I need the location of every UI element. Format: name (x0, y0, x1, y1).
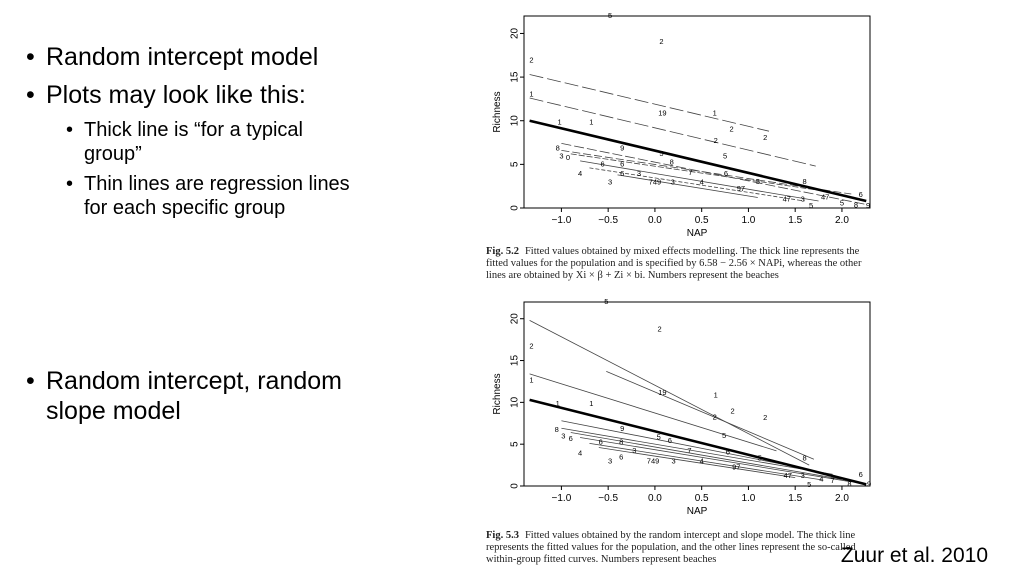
beach-point-label: 3 (607, 456, 613, 466)
beach-point-label: 9 (866, 479, 872, 489)
beach-point-label: 8 (802, 176, 807, 186)
y-tick-label: 0 (509, 205, 521, 211)
beach-point-label: 2 (712, 412, 717, 422)
beach-point-label: 5 (809, 201, 814, 211)
bullet-item: • Plots may look like this: (26, 80, 366, 110)
beach-point-label: 3 (559, 151, 564, 161)
beach-point-label: 1 (529, 375, 534, 385)
beach-point-label: 4 (699, 177, 704, 187)
sub-bullet-item: • Thick line is “for a typical group” (66, 118, 366, 166)
beach-point-label: 6 (858, 189, 863, 199)
caption-text: Fitted values obtained by the random intercept and slope model. The thick line represents the fitted values for the population, and the other lines represent the so-called within-group fitted curves. Numbers represent beaches (486, 530, 856, 565)
beach-point-label: 8 (554, 424, 559, 434)
beach-point-label: 3 (800, 194, 805, 204)
beach-point-label: 4 (578, 168, 583, 178)
beach-point-label: 2 (659, 37, 664, 47)
x-axis-label: NAP (686, 228, 708, 239)
beach-point-label: 3 (800, 470, 805, 480)
beach-point-label: 6 (723, 168, 729, 178)
beach-point-label: 7 (687, 445, 692, 455)
beach-point-label: 2 (730, 406, 735, 416)
figure-caption (486, 530, 876, 566)
fitted-values-chart-random-slope (488, 296, 880, 524)
beach-point-label: 5 (656, 432, 661, 442)
beach-point-label: 47 (782, 194, 791, 204)
beach-point-label: 6 (858, 470, 863, 480)
beach-point-label: 5 (757, 453, 762, 463)
caption-label: Fig. 5.2 (486, 246, 519, 257)
x-tick-label: 1.5 (788, 215, 803, 226)
beach-point-label: 19 (658, 108, 667, 118)
beach-point-label: 749 (646, 456, 660, 466)
sub-bullet-item: • Thin lines are regression lines for each specific group (66, 172, 366, 220)
group-fit-line (561, 428, 832, 474)
group-fit-line (530, 74, 769, 134)
bullet-list-top (26, 42, 366, 226)
beach-point-label: 6 (600, 159, 605, 169)
y-axis-label: Richness (492, 373, 503, 415)
plot-frame (524, 302, 872, 489)
beach-point-label: 1 (589, 399, 594, 409)
beach-point-label: 97 (736, 183, 746, 193)
beach-point-label: 3 (561, 431, 566, 441)
beach-point-label: 1 (555, 399, 560, 409)
x-tick-label: 2.0 (834, 493, 849, 504)
figure-5-3 (488, 296, 880, 524)
beach-point-label: 6 (568, 434, 573, 444)
beach-point-label: 6 (619, 452, 624, 462)
x-tick-label: 0.5 (694, 215, 709, 226)
beach-point-label: 5 (604, 296, 609, 306)
beach-point-label: 5 (839, 198, 845, 208)
caption-label: Fig. 5.3 (486, 530, 519, 541)
x-tick-label: 1.0 (741, 215, 756, 226)
beach-point-label: 2 (763, 413, 768, 423)
beach-point-label: 9 (620, 424, 625, 434)
beach-point-label: 3 (670, 177, 675, 187)
beach-point-label: 749 (648, 177, 662, 187)
y-tick-label: 15 (509, 354, 521, 367)
y-tick-label: 5 (509, 441, 521, 447)
beach-point-label: 2 (657, 324, 662, 334)
beach-point-label: 8 (853, 200, 859, 210)
caption-text: Fitted values obtained by mixed effects modelling. The thick line represents the fitted values for the population and is specified by 6.58 − 2.56 × NAPi, whereas the other lines are obtained by Xi × β + Zi × bi. Numbers represent the beaches (486, 246, 862, 281)
beach-point-label: 3 (607, 177, 613, 187)
citation: Zuur et al. 2010 (840, 544, 988, 567)
beach-point-label: 7 (688, 168, 693, 178)
beach-point-label: 5 (722, 151, 728, 161)
beach-point-label: 6 (667, 435, 672, 445)
bullet-list-bottom (26, 366, 356, 434)
x-tick-label: −0.5 (598, 215, 619, 226)
y-axis-label: Richness (492, 91, 503, 133)
population-fit-line (530, 400, 867, 484)
x-tick-label: 2.0 (834, 215, 849, 226)
beach-point-label: 5 (607, 10, 613, 20)
beach-point-label: 8 (847, 479, 852, 489)
beach-point-label: 5 (659, 148, 664, 158)
beach-point-label: 3 (632, 445, 637, 455)
plot-frame (524, 16, 871, 211)
beach-point-label: 1 (557, 117, 562, 127)
bullet-item: • Random intercept, random slope model (26, 366, 356, 426)
beach-point-label: 8 (802, 453, 807, 463)
x-tick-label: 0.5 (694, 493, 709, 504)
beach-point-label: 47 (820, 192, 830, 202)
figure-5-2 (488, 6, 880, 242)
beach-point-label: 9 (866, 201, 871, 211)
beach-point-label: 6 (620, 159, 625, 169)
y-tick-label: 5 (509, 161, 521, 168)
x-tick-label: 1.0 (741, 493, 756, 504)
beach-point-label: 9 (620, 143, 625, 153)
x-tick-label: 0.0 (647, 215, 662, 226)
beach-point-label: 7 (830, 475, 835, 485)
y-tick-label: 0 (509, 483, 521, 489)
beach-point-label: 6 (620, 168, 625, 178)
bullet-item: • Random intercept model (26, 42, 366, 72)
beach-point-label: 6 (598, 437, 603, 447)
beach-point-label: 5 (722, 430, 727, 440)
x-tick-label: −1.0 (551, 215, 572, 226)
x-axis-label: NAP (686, 506, 708, 517)
figure-caption (486, 246, 876, 282)
beach-point-label: 0 (565, 153, 571, 163)
beach-point-label: 2 (529, 341, 534, 351)
beach-point-label: 5 (807, 480, 812, 490)
beach-point-label: 4 (699, 456, 704, 466)
x-tick-label: 1.5 (788, 493, 803, 504)
x-tick-label: 0.0 (647, 493, 662, 504)
beach-point-label: 1 (712, 108, 717, 118)
group-fit-line (530, 374, 777, 451)
x-tick-label: −1.0 (551, 493, 572, 504)
beach-point-label: 47 (783, 470, 792, 480)
fitted-values-chart-random-intercept (488, 6, 880, 242)
beach-point-label: 8 (619, 437, 624, 447)
beach-point-label: 1 (713, 390, 718, 400)
y-tick-label: 10 (509, 115, 521, 127)
beach-point-label: 1 (589, 117, 594, 127)
beach-point-label: 2 (729, 124, 734, 134)
beach-point-label: 3 (671, 456, 676, 466)
x-tick-label: −0.5 (598, 493, 619, 504)
y-tick-label: 10 (509, 396, 521, 408)
beach-point-label: 4 (578, 448, 583, 458)
beach-point-label: 8 (555, 143, 560, 153)
y-tick-label: 15 (509, 71, 521, 83)
beach-point-label: 6 (725, 447, 730, 457)
beach-point-label: 19 (658, 388, 667, 398)
y-tick-label: 20 (509, 27, 521, 40)
beach-point-label: 1 (529, 89, 534, 99)
beach-point-label: 4 (819, 474, 824, 484)
beach-point-label: 8 (669, 157, 674, 167)
beach-point-label: 97 (732, 462, 741, 472)
beach-point-label: 3 (636, 168, 642, 178)
y-tick-label: 20 (509, 313, 521, 325)
beach-point-label: 5 (755, 176, 760, 186)
beach-point-label: 2 (763, 133, 768, 143)
beach-point-label: 2 (713, 135, 718, 145)
beach-point-label: 2 (529, 55, 534, 65)
